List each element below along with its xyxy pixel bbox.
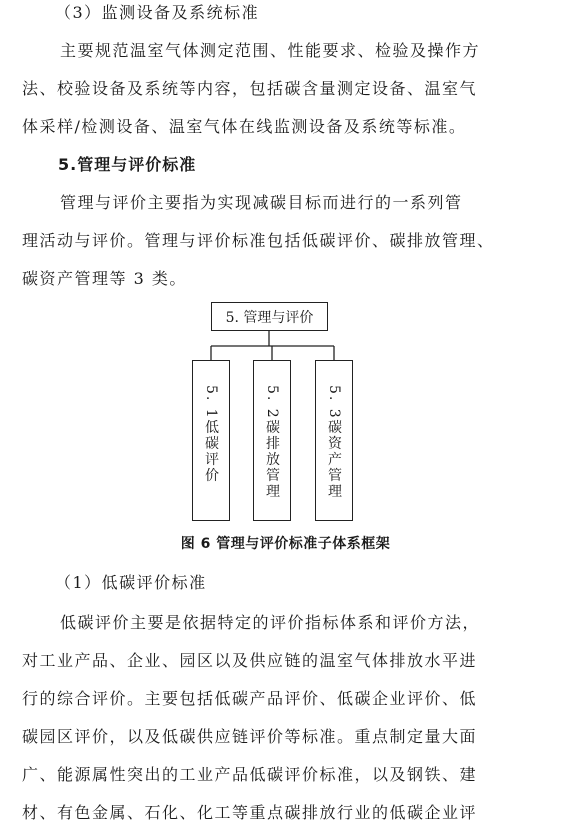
diagram-root-label: 5. 管理与评价 bbox=[225, 309, 314, 326]
diagram-box-label: 5. 1低碳评价 bbox=[203, 385, 219, 484]
paragraph-line: 碳资产管理等 3 类。 bbox=[22, 269, 187, 288]
paragraph-line: 管理与评价主要指为实现减碳目标而进行的一系列管 bbox=[60, 193, 463, 212]
paragraph-line: 材、有色金属、石化、化工等重点碳排放行业的低碳企业评 bbox=[22, 803, 478, 822]
paragraph-line: 广、能源属性突出的工业产品低碳评价标准，以及钢铁、建 bbox=[22, 765, 478, 784]
paragraph-line: 对工业产品、企业、园区以及供应链的温室气体排放水平进 bbox=[22, 651, 478, 670]
diagram-root-box bbox=[211, 302, 328, 331]
section-heading-management-evaluation: 5.管理与评价标准 bbox=[58, 155, 197, 174]
diagram-box-carbon-emission-management bbox=[253, 360, 291, 521]
paragraph-line: 体采样/检测设备、温室气体在线监测设备及系统等标准。 bbox=[22, 117, 467, 136]
paragraph-line: 法、校验设备及系统等内容，包括碳含量测定设备、温室气 bbox=[22, 79, 478, 98]
diagram-box-carbon-asset-management bbox=[315, 360, 353, 521]
diagram-box-low-carbon-evaluation bbox=[192, 360, 230, 521]
diagram-box-label: 5. 3碳资产管理 bbox=[326, 385, 342, 500]
paragraph-line: 主要规范温室气体测定范围、性能要求、检验及操作方 bbox=[60, 41, 481, 60]
paragraph-line: 碳园区评价，以及低碳供应链评价等标准。重点制定量大面 bbox=[22, 727, 478, 746]
paragraph-line: 行的综合评价。主要包括低碳产品评价、低碳企业评价、低 bbox=[22, 689, 478, 708]
sub-heading-low-carbon-evaluation: （1）低碳评价标准 bbox=[55, 573, 207, 592]
diagram-box-label: 5. 2碳排放管理 bbox=[264, 385, 280, 500]
sub-heading-monitoring-equipment: （3）监测设备及系统标准 bbox=[55, 3, 260, 22]
paragraph-line: 低碳评价主要是依据特定的评价指标体系和评价方法， bbox=[60, 613, 481, 632]
figure-caption: 图 6 管理与评价标准子体系框架 bbox=[180, 536, 391, 552]
paragraph-line: 理活动与评价。管理与评价标准包括低碳评价、碳排放管理、 bbox=[22, 231, 495, 250]
